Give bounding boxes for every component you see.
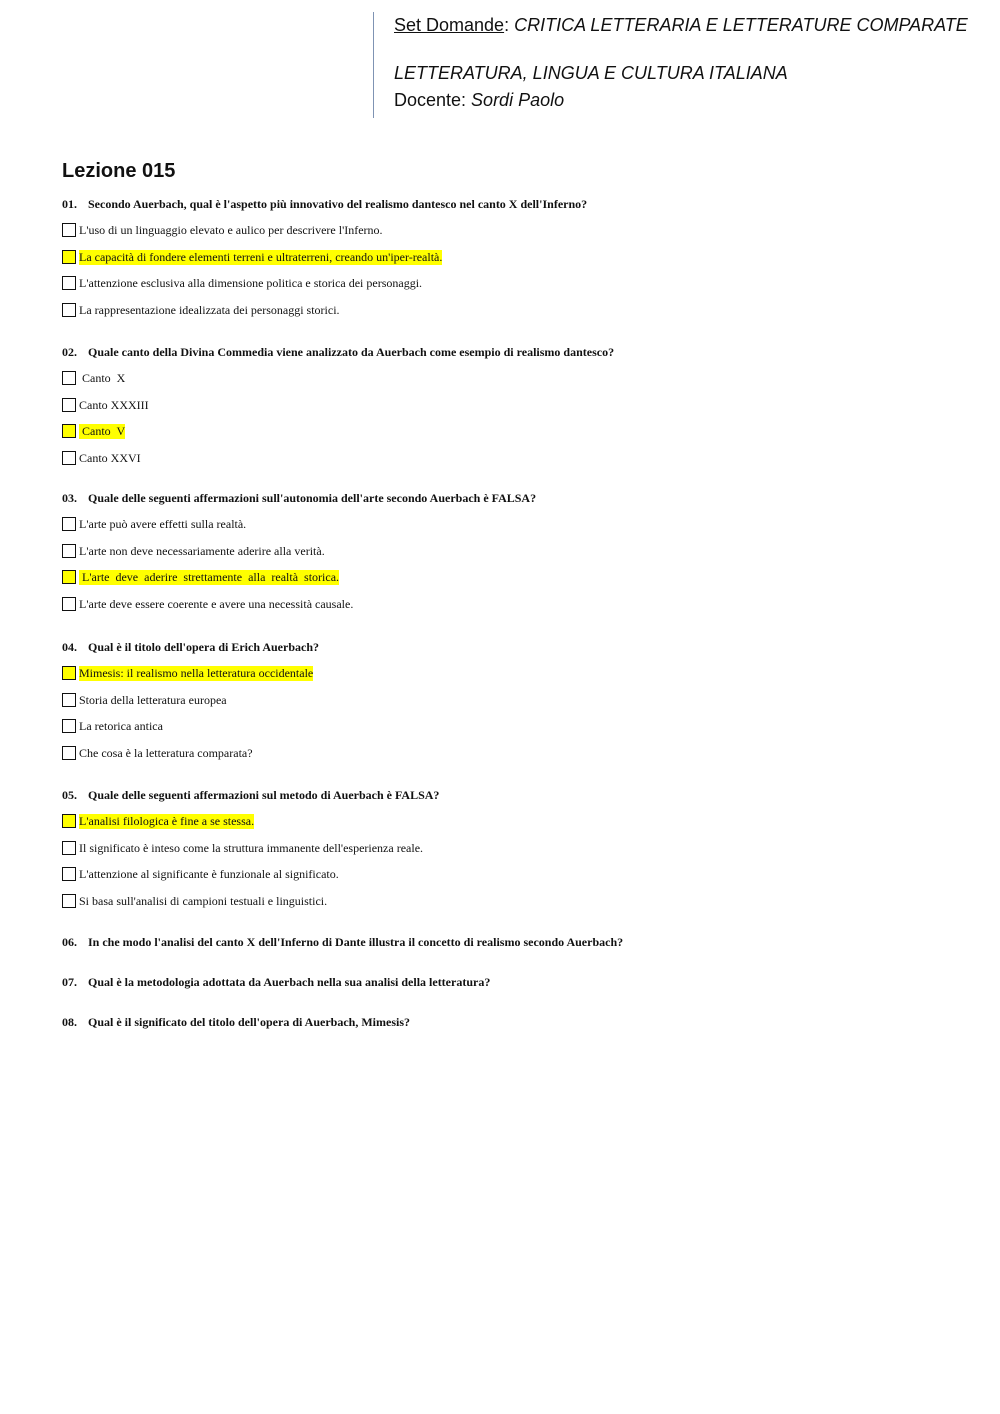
answer-option[interactable] (62, 516, 246, 532)
answer-text: Che cosa è la letteratura comparata? (79, 745, 253, 760)
answer-option[interactable] (62, 302, 340, 318)
answer-text: L'arte deve aderire strettamente alla realtà storica. (79, 569, 340, 584)
answer-text: L'arte non deve necessariamente aderire alla verità. (79, 543, 325, 558)
question-5 (62, 788, 439, 803)
answer-text: L'analisi filologica è fine a se stessa. (79, 813, 255, 828)
answer-text: La capacità di fondere elementi terreni e ultraterreni, creando un'iper-realtà. (79, 249, 443, 264)
answer-text: Mimesis: il realismo nella letteratura occidentale (79, 665, 314, 680)
answer-text: L'arte può avere effetti sulla realtà. (79, 516, 247, 531)
answer-checkbox[interactable] (62, 424, 76, 438)
answer-text: Canto V (79, 423, 126, 438)
question-text: Qual è il titolo dell'opera di Erich Auerbach? (88, 640, 319, 654)
answer-text: L'attenzione al significante è funzionale al significato. (79, 866, 339, 881)
question-1 (62, 197, 587, 212)
question-text: Secondo Auerbach, qual è l'aspetto più innovativo del realismo dantesco nel canto X dell'Inferno? (88, 197, 588, 211)
lesson-title: Lezione 015 (62, 160, 176, 182)
answer-checkbox[interactable] (62, 544, 76, 558)
question-number: 04. (62, 640, 77, 654)
answer-text: L'arte deve essere coerente e avere una necessità causale. (79, 596, 354, 611)
question-number: 08. (62, 1015, 77, 1029)
answer-text: Canto XXXIII (79, 397, 149, 412)
teacher-name: Sordi Paolo (471, 90, 565, 110)
teacher-line (394, 90, 564, 111)
question-text: Quale canto della Divina Commedia viene analizzato da Auerbach come esempio di realismo dantesco? (88, 345, 615, 359)
question-text: Quale delle seguenti affermazioni sul metodo di Auerbach è FALSA? (88, 788, 440, 802)
answer-option[interactable] (62, 569, 339, 585)
answer-option[interactable] (62, 665, 313, 681)
answer-checkbox[interactable] (62, 867, 76, 881)
answer-option[interactable] (62, 397, 149, 413)
answer-option[interactable] (62, 840, 423, 856)
document-header (373, 12, 1000, 118)
answer-option[interactable] (62, 893, 327, 909)
answer-option[interactable] (62, 813, 254, 829)
answer-checkbox[interactable] (62, 398, 76, 412)
question-number: 07. (62, 975, 77, 989)
question-text: In che modo l'analisi del canto X dell'Inferno di Dante illustra il concetto di realismo secondo Auerbach? (88, 935, 624, 949)
answer-checkbox[interactable] (62, 276, 76, 290)
answer-option[interactable] (62, 543, 325, 559)
question-number: 03. (62, 491, 77, 505)
answer-option[interactable] (62, 222, 383, 238)
question-number: 02. (62, 345, 77, 359)
question-3 (62, 491, 536, 506)
question-text: Qual è la metodologia adottata da Auerbach nella sua analisi della letteratura? (88, 975, 491, 989)
question-4 (62, 640, 319, 655)
answer-checkbox[interactable] (62, 666, 76, 680)
answer-checkbox[interactable] (62, 814, 76, 828)
answer-text: La retorica antica (79, 718, 163, 733)
question-8 (62, 1015, 410, 1030)
answer-checkbox[interactable] (62, 451, 76, 465)
answer-option[interactable] (62, 370, 125, 386)
answer-option[interactable] (62, 275, 422, 291)
answer-checkbox[interactable] (62, 250, 76, 264)
answer-checkbox[interactable] (62, 894, 76, 908)
answer-checkbox[interactable] (62, 517, 76, 531)
answer-checkbox[interactable] (62, 223, 76, 237)
answer-text: Il significato è inteso come la struttura immanente dell'esperienza reale. (79, 840, 424, 855)
answer-text: Si basa sull'analisi di campioni testuali e linguistici. (79, 893, 328, 908)
question-7 (62, 975, 490, 990)
answer-option[interactable] (62, 718, 163, 734)
question-text: Qual è il significato del titolo dell'opera di Auerbach, Mimesis? (88, 1015, 410, 1029)
answer-option[interactable] (62, 866, 339, 882)
answer-option[interactable] (62, 249, 442, 265)
answer-option[interactable] (62, 423, 125, 439)
answer-option[interactable] (62, 692, 227, 708)
answer-option[interactable] (62, 745, 253, 761)
set-separator: : (504, 15, 515, 35)
set-line (394, 15, 968, 36)
answer-checkbox[interactable] (62, 371, 76, 385)
answer-checkbox[interactable] (62, 570, 76, 584)
answer-checkbox[interactable] (62, 841, 76, 855)
answer-text: L'attenzione esclusiva alla dimensione politica e storica dei personaggi. (79, 275, 423, 290)
set-value: CRITICA LETTERARIA E LETTERATURE COMPARATE (514, 15, 968, 35)
question-2 (62, 345, 614, 360)
answer-text: Canto XXVI (79, 450, 141, 465)
answer-checkbox[interactable] (62, 693, 76, 707)
question-number: 06. (62, 935, 77, 949)
answer-checkbox[interactable] (62, 719, 76, 733)
question-6 (62, 935, 623, 950)
answer-text: La rappresentazione idealizzata dei personaggi storici. (79, 302, 340, 317)
answer-checkbox[interactable] (62, 597, 76, 611)
subject-line: LETTERATURA, LINGUA E CULTURA ITALIANA (394, 63, 788, 83)
teacher-label: Docente: (394, 90, 472, 110)
answer-text: L'uso di un linguaggio elevato e aulico per descrivere l'Inferno. (79, 222, 383, 237)
question-text: Quale delle seguenti affermazioni sull'autonomia dell'arte secondo Auerbach è FALSA? (88, 491, 537, 505)
question-number: 01. (62, 197, 77, 211)
set-label: Set Domande (394, 15, 505, 35)
answer-checkbox[interactable] (62, 746, 76, 760)
answer-checkbox[interactable] (62, 303, 76, 317)
answer-option[interactable] (62, 596, 353, 612)
answer-option[interactable] (62, 450, 141, 466)
answer-text: Canto X (79, 370, 126, 385)
answer-text: Storia della letteratura europea (79, 692, 227, 707)
question-number: 05. (62, 788, 77, 802)
